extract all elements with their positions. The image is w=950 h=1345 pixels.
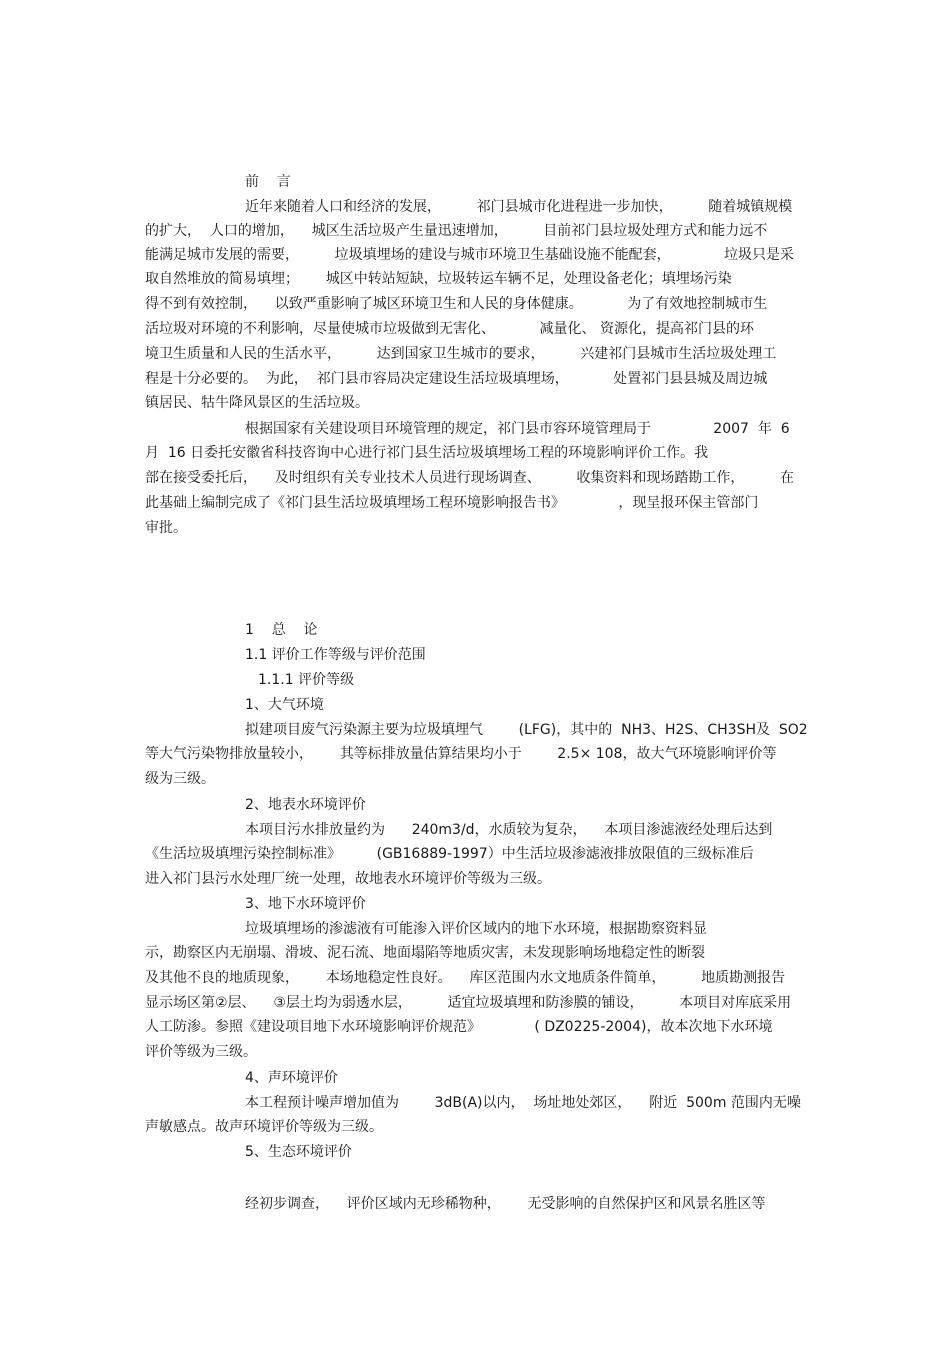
surface-line: 本项目污水排放量约为 240m3/d，水质较为复杂， 本项目渗滤液经处理后达到 (245, 822, 773, 838)
item-heading-surface-water: 2、地表水环境评价 (245, 797, 366, 813)
preface-line: 活垃圾对环境的不利影响，尽量使城市垃圾做到无害化、 减量化、 资源化，提高祁门县的环 (145, 321, 754, 337)
item-heading-ecology: 5、生态环境评价 (245, 1144, 352, 1160)
preface-line: 能满足城市发展的需要， 垃圾填埋场的建设与城市环境卫生基础设施不能配套， 垃圾只是采 (145, 247, 795, 263)
item-heading-air: 1、大气环境 (245, 697, 324, 713)
subsection-heading: 1.1.1 评价等级 (258, 672, 355, 688)
air-line: 拟建项目废气污染源主要为垃圾填埋气 (LFG)，其中的 NH3、H2S、CH3SH及 SO2 (245, 722, 808, 738)
ground-line: 显示场区第②层、 ③层土均为弱透水层， 适宜垃圾填埋和防渗膜的铺设， 本项目对库底采用 (145, 995, 792, 1011)
preface-line: 得不到有效控制， 以致严重影响了城区环境卫生和人民的身体健康。 为了有效地控制城市生 (145, 296, 768, 312)
chapter-title: 1 总 论 (245, 622, 318, 638)
ground-line: 及其他不良的地质现象， 本场地稳定性良好。 库区范围内水文地质条件简单， 地质勘测报告 (145, 970, 786, 986)
preface-line: 的扩大， 人口的增加， 城区生活垃圾产生量迅速增加， 目前祁门县垃圾处理方式和能力远不 (145, 223, 768, 239)
preface-line: 此基础上编制完成了《祁门县生活垃圾填埋场工程环境影响报告书》 ，现呈报环保主管部门 (145, 495, 759, 511)
preface-line: 境卫生质量和人民的生活水平， 达到国家卫生城市的要求， 兴建祁门县城市生活垃圾处理工 (145, 346, 777, 362)
air-line: 级为三级。 (145, 771, 215, 787)
preface-line: 月 16 日委托安徽省科技咨询中心进行祁门县生活垃圾填埋场工程的环境影响评价工作。我 (145, 445, 709, 461)
noise-line: 声敏感点。故声环境评价等级为三级。 (145, 1119, 383, 1135)
surface-line: 进入祁门县污水处理厂统一处理，故地表水环境评价等级为三级。 (145, 871, 551, 887)
air-line: 等大气污染物排放量较小， 其等标排放量估算结果均小于 2.5× 108，故大气环境影响评价等 (145, 746, 777, 762)
preface-line: 程是十分必要的。 为此， 祁门县市容局决定建设生活垃圾填埋场， 处置祁门县县城及周边城 (145, 371, 768, 387)
preface-title: 前 言 (245, 174, 291, 190)
preface-line: 镇居民、牯牛降风景区的生活垃圾。 (145, 395, 369, 411)
item-heading-noise: 4、声环境评价 (245, 1070, 338, 1086)
preface-line: 取自然堆放的简易填埋； 城区中转站短缺，垃圾转运车辆不足，处理设备老化；填埋场污染 (145, 271, 732, 287)
noise-line: 本工程预计噪声增加值为 3dB(A)以内， 场址地处郊区， 附近 500m 范围内无噪 (245, 1095, 801, 1111)
item-heading-groundwater: 3、地下水环境评价 (245, 896, 366, 912)
ground-line: 示，勘察区内无崩塌、滑坡、泥石流、地面塌陷等地质灾害，未发现影响场地稳定性的断裂 (145, 945, 705, 961)
preface-line: 审批。 (145, 520, 187, 536)
preface-line: 近年来随着人口和经济的发展， 祁门县城市化进程进一步加快， 随着城镇规模 (245, 199, 793, 215)
preface-line: 根据国家有关建设项目环境管理的规定，祁门县市容环境管理局于 2007 年 6 (245, 421, 790, 437)
surface-line: 《生活垃圾填埋污染控制标准》 (GB16889-1997）中生活垃圾渗滤液排放限值的三级标准后 (145, 846, 754, 862)
section-heading: 1.1 评价工作等级与评价范围 (245, 647, 426, 663)
ground-line: 人工防渗。参照《建设项目地下水环境影响评价规范》 ( DZ0225-2004)，故本次地下水环境 (145, 1019, 773, 1035)
eco-line: 经初步调查， 评价区域内无珍稀物种， 无受影响的自然保护区和风景名胜区等 (245, 1196, 766, 1212)
ground-line: 评价等级为三级。 (145, 1044, 257, 1060)
ground-line: 垃圾填埋场的渗滤液有可能渗入评价区域内的地下水环境，根据勘察资料显 (245, 921, 707, 937)
preface-line: 部在接受委托后， 及时组织有关专业技术人员进行现场调查、 收集资料和现场踏勘工作， 在 (145, 470, 795, 486)
